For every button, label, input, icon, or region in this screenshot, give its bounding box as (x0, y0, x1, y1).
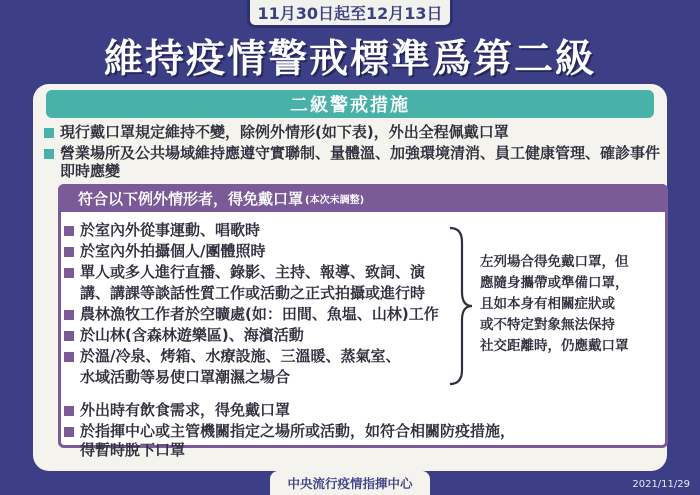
side-note-line: 社交距離時，仍應戴口罩 (480, 338, 629, 354)
side-note-line: 或不特定對象無法保持 (480, 317, 615, 333)
exception-item (64, 325, 304, 346)
side-note-line: 且如本身有相關症狀或 (480, 296, 615, 312)
rule-item (44, 143, 660, 164)
date-range-tab (247, 0, 453, 28)
date-range: 11月30日起至12月13日 (257, 4, 443, 23)
bullet-square-icon (64, 427, 74, 437)
exception-item (64, 304, 439, 325)
side-note (480, 252, 660, 357)
exception-item-continued (80, 283, 425, 304)
exception-item (64, 400, 290, 421)
bullet-square-icon (64, 268, 74, 278)
exception-text: 農林漁牧工作者於空曠處(如：田間、魚塭、山林)工作 (80, 305, 439, 323)
exception-text: 於山林(含森林遊樂區)、海濱活動 (80, 326, 304, 344)
exception-text: 單人或多人進行直播、錄影、主持、報導、致詞、演 (80, 263, 426, 281)
rule-item (44, 122, 509, 143)
footer-label: 中央流行疫情指揮中心 (270, 471, 430, 495)
rule-text: 營業場所及公共場域維持應遵守實聯制、量體溫、加強環境清消、員工健康管理、確診事件 (60, 144, 661, 162)
exception-text: 於溫/冷泉、烤箱、水療設施、三溫暖、蒸氣室、 (80, 347, 401, 365)
exception-box-header (58, 184, 668, 212)
exception-item (64, 421, 515, 442)
rule-item-continued (60, 161, 120, 182)
exception-header-text: 符合以下例外情形者，得免戴口罩 (78, 189, 304, 208)
page-title: 維持疫情警戒標準爲第二級 (103, 37, 596, 82)
exception-header-note: (本次未調整) (305, 194, 365, 206)
bullet-square-icon (64, 310, 74, 320)
right-brace-icon (446, 226, 476, 386)
exception-item (64, 262, 425, 283)
side-note-line: 應隨身攜帶或準備口罩， (480, 275, 629, 291)
rule-text: 即時應變 (60, 162, 121, 180)
exception-item (64, 241, 265, 262)
exception-item (64, 346, 400, 367)
exception-item-continued (80, 367, 290, 388)
bullet-square-icon (64, 331, 74, 341)
exception-text: 於室內外從事運動、唱歌時 (80, 221, 261, 239)
exception-text: 得暫時脫下口罩 (80, 441, 186, 459)
bullet-square-icon (64, 226, 74, 236)
exception-text: 講、講課等談話性質工作或活動之正式拍攝或進行時 (80, 284, 426, 302)
side-note-line: 左列場合得免戴口罩，但 (480, 254, 629, 270)
bullet-square-icon (64, 406, 74, 416)
bullet-square-icon (44, 128, 54, 138)
bullet-square-icon (64, 247, 74, 257)
exception-text: 水域活動等易使口罩潮濕之場合 (80, 368, 291, 386)
rule-text: 現行戴口罩規定維持不變，除例外情形(如下表)，外出全程佩戴口罩 (60, 123, 509, 141)
exception-item-continued (80, 440, 185, 461)
publish-date: 2021/11/29 (632, 479, 690, 490)
bullet-square-icon (44, 149, 54, 159)
exception-text: 於室內外拍攝個人/團體照時 (80, 242, 266, 260)
bullet-square-icon (64, 352, 74, 362)
exception-item (64, 220, 260, 241)
exception-text: 於指揮中心或主管機關指定之場所或活動，如符合相關防疫措施， (80, 422, 516, 440)
section-title: 二級警戒措施 (46, 90, 654, 118)
exception-text: 外出時有飲食需求，得免戴口罩 (80, 401, 291, 419)
